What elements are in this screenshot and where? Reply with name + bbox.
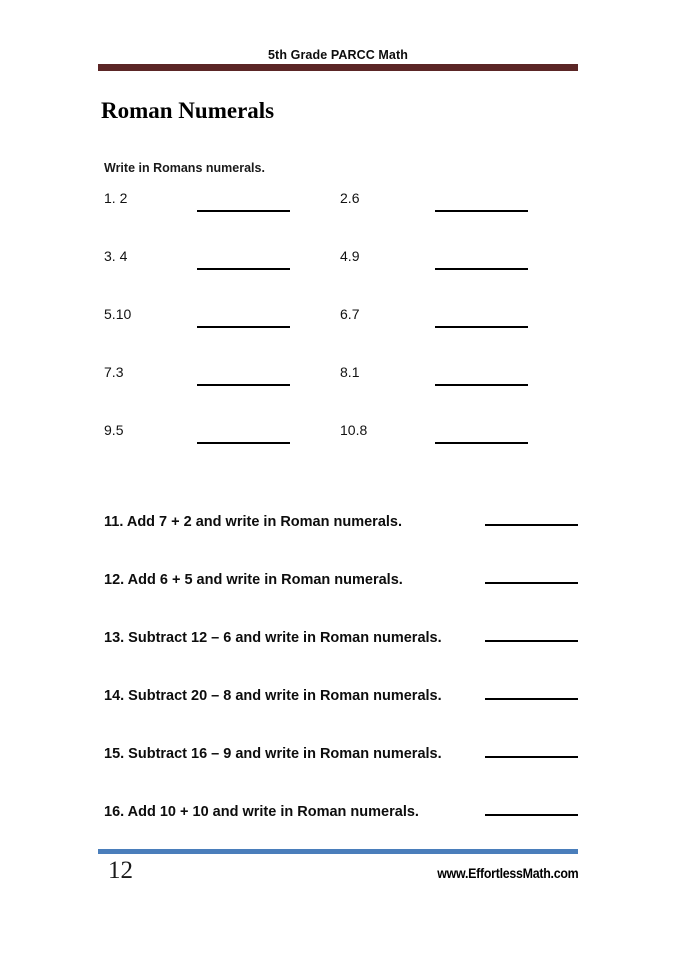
answer-blank-16[interactable] — [485, 800, 578, 816]
question-row — [0, 248, 681, 306]
question-item-3 — [104, 248, 127, 278]
word-problem-text-14: 14. Subtract 20 – 8 and write in Roman numerals. — [104, 688, 442, 704]
question-item-1 — [104, 190, 127, 220]
answer-blank-8[interactable] — [435, 384, 528, 386]
question-item-5 — [104, 306, 131, 336]
question-value-3: 4 — [115, 248, 128, 264]
question-value-5: 10 — [115, 306, 132, 322]
answer-blank-6[interactable] — [435, 326, 528, 328]
answer-blank-9[interactable] — [197, 442, 290, 444]
footer-divider — [98, 849, 578, 854]
word-problem-14 — [104, 684, 578, 742]
word-problem-15 — [104, 742, 578, 800]
page-number: 12 — [108, 857, 133, 884]
question-number-8: 8. — [340, 364, 352, 380]
question-value-4: 9 — [351, 248, 360, 264]
word-problem-text-16: 16. Add 10 + 10 and write in Roman numerals. — [104, 804, 419, 820]
answer-blank-2[interactable] — [435, 210, 528, 212]
question-item-7 — [104, 364, 123, 394]
answer-blank-7[interactable] — [197, 384, 290, 386]
question-item-6 — [340, 306, 359, 336]
question-value-1: 2 — [115, 190, 128, 206]
word-problem-text-13: 13. Subtract 12 – 6 and write in Roman numerals. — [104, 630, 442, 646]
question-value-8: 1 — [351, 364, 360, 380]
question-row — [0, 190, 681, 248]
word-problem-section — [104, 510, 578, 858]
word-problem-12 — [104, 568, 578, 626]
answer-blank-10[interactable] — [435, 442, 528, 444]
question-number-9: 9. — [104, 422, 116, 438]
answer-blank-12[interactable] — [485, 568, 578, 584]
header-title: 5th Grade PARCC Math — [268, 48, 408, 62]
question-value-10: 8 — [359, 422, 368, 438]
question-row — [0, 306, 681, 364]
question-value-9: 5 — [115, 422, 124, 438]
question-row — [0, 422, 681, 480]
word-problem-text-12: 12. Add 6 + 5 and write in Roman numerals. — [104, 572, 403, 588]
answer-blank-5[interactable] — [197, 326, 290, 328]
answer-blank-11[interactable] — [485, 510, 578, 526]
word-problem-11 — [104, 510, 578, 568]
question-number-10: 10. — [340, 422, 360, 438]
instruction-text: Write in Romans numerals. — [104, 161, 265, 175]
question-item-8 — [340, 364, 359, 394]
word-problem-13 — [104, 626, 578, 684]
answer-blank-4[interactable] — [435, 268, 528, 270]
header-divider — [98, 64, 578, 71]
question-number-4: 4. — [340, 248, 352, 264]
question-item-10 — [340, 422, 367, 452]
question-number-1: 1. — [104, 190, 116, 206]
answer-blank-3[interactable] — [197, 268, 290, 270]
short-answer-section — [0, 190, 681, 480]
question-number-5: 5. — [104, 306, 116, 322]
question-value-7: 3 — [115, 364, 124, 380]
question-item-4 — [340, 248, 359, 278]
question-number-7: 7. — [104, 364, 116, 380]
page-title: Roman Numerals — [101, 98, 275, 123]
answer-blank-14[interactable] — [485, 684, 578, 700]
question-row — [0, 364, 681, 422]
question-value-6: 7 — [351, 306, 360, 322]
answer-blank-1[interactable] — [197, 210, 290, 212]
question-item-9 — [104, 422, 123, 452]
question-number-2: 2. — [340, 190, 352, 206]
word-problem-text-11: 11. Add 7 + 2 and write in Roman numerals. — [104, 514, 403, 530]
question-item-2 — [340, 190, 359, 220]
word-problem-text-15: 15. Subtract 16 – 9 and write in Roman numerals. — [104, 746, 442, 762]
question-number-6: 6. — [340, 306, 352, 322]
question-number-3: 3. — [104, 248, 116, 264]
answer-blank-15[interactable] — [485, 742, 578, 758]
question-value-2: 6 — [351, 190, 360, 206]
answer-blank-13[interactable] — [485, 626, 578, 642]
site-url[interactable]: www.EffortlessMath.com — [436, 866, 578, 881]
